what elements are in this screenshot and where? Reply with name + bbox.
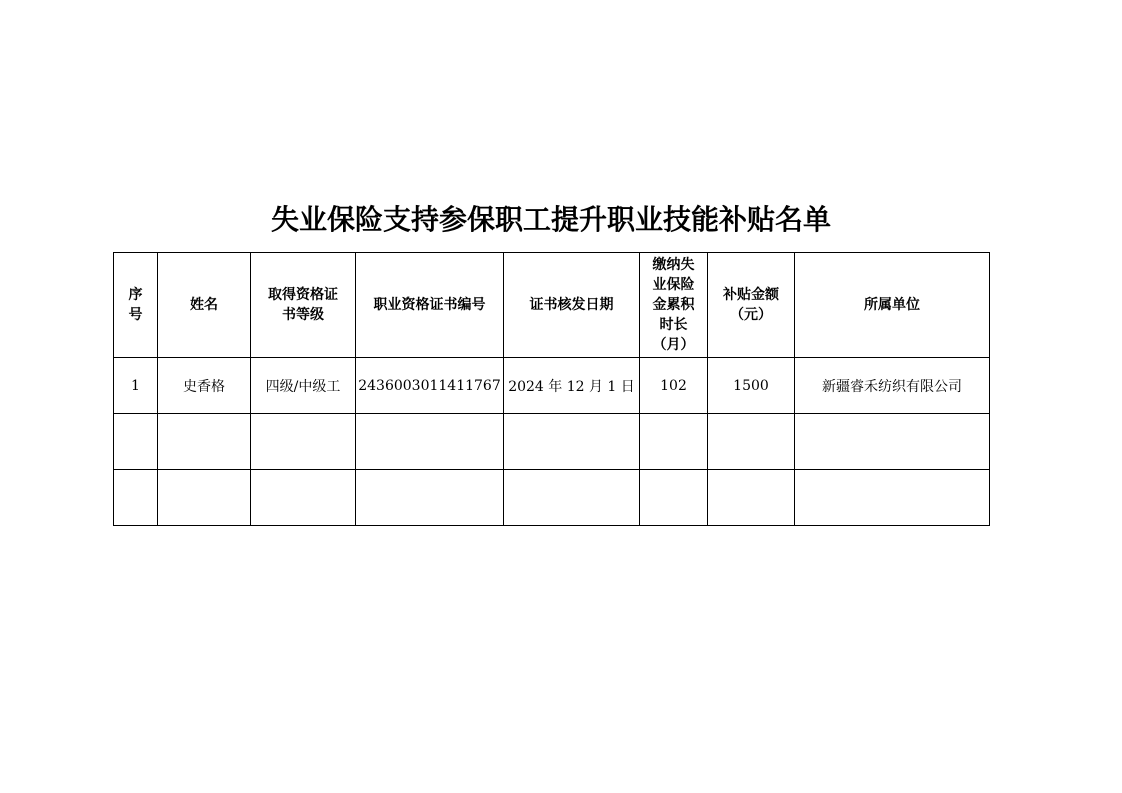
header-row [114, 253, 990, 358]
cell-issue-date [504, 470, 640, 526]
cell-issue-date: 2024 年 12 月 1 日 [504, 358, 640, 414]
header-subsidy-amount-line: （元） [730, 307, 772, 323]
table-row [114, 414, 990, 470]
cell-index [114, 414, 158, 470]
header-index [114, 253, 158, 358]
cell-employer [795, 470, 990, 526]
cell-employer: 新疆睿禾纺织有限公司 [795, 358, 990, 414]
cell-subsidy-amount: 1500 [708, 358, 795, 414]
header-insurance-months-line: （月） [652, 337, 695, 353]
header-index-line: 号 [128, 307, 143, 323]
cell-certificate-number: 2436003011411767 [356, 358, 504, 414]
header-name-line: 姓名 [190, 297, 218, 313]
cell-name [158, 414, 251, 470]
subsidy-table [113, 252, 990, 526]
header-insurance-months-line: 金累积 [652, 297, 695, 313]
cell-name: 史香格 [158, 358, 251, 414]
cell-subsidy-amount [708, 414, 795, 470]
cell-subsidy-amount [708, 470, 795, 526]
header-issue-date-line: 证书核发日期 [529, 297, 614, 313]
header-qualification-level [251, 253, 356, 358]
header-subsidy-amount-line: 补贴金额 [723, 287, 779, 303]
cell-insurance-months: 102 [640, 358, 708, 414]
header-employer [795, 253, 990, 358]
cell-index [114, 470, 158, 526]
cell-insurance-months [640, 414, 708, 470]
header-insurance-months-line: 时长 [659, 317, 688, 333]
cell-index: 1 [114, 358, 158, 414]
cell-qualification-level: 四级/中级工 [251, 358, 356, 414]
cell-insurance-months [640, 470, 708, 526]
header-qualification-level-line: 取得资格证 [268, 287, 338, 303]
table-row [114, 358, 990, 414]
header-certificate-number [356, 253, 504, 358]
header-certificate-number-line: 职业资格证书编号 [373, 297, 486, 313]
header-employer-line: 所属单位 [864, 297, 920, 313]
header-issue-date [504, 253, 640, 358]
header-insurance-months-line: 业保险 [652, 277, 695, 293]
cell-certificate-number [356, 414, 504, 470]
header-subsidy-amount [708, 253, 795, 358]
cell-qualification-level [251, 470, 356, 526]
header-insurance-months [640, 253, 708, 358]
table-row [114, 470, 990, 526]
header-name [158, 253, 251, 358]
cell-qualification-level [251, 414, 356, 470]
document-title: 失业保险支持参保职工提升职业技能补贴名单 [270, 203, 831, 236]
cell-issue-date [504, 414, 640, 470]
cell-employer [795, 414, 990, 470]
cell-certificate-number [356, 470, 504, 526]
header-insurance-months-line: 缴纳失 [652, 257, 695, 273]
header-qualification-level-line: 书等级 [282, 307, 324, 323]
cell-name [158, 470, 251, 526]
header-index-line: 序 [128, 287, 143, 303]
